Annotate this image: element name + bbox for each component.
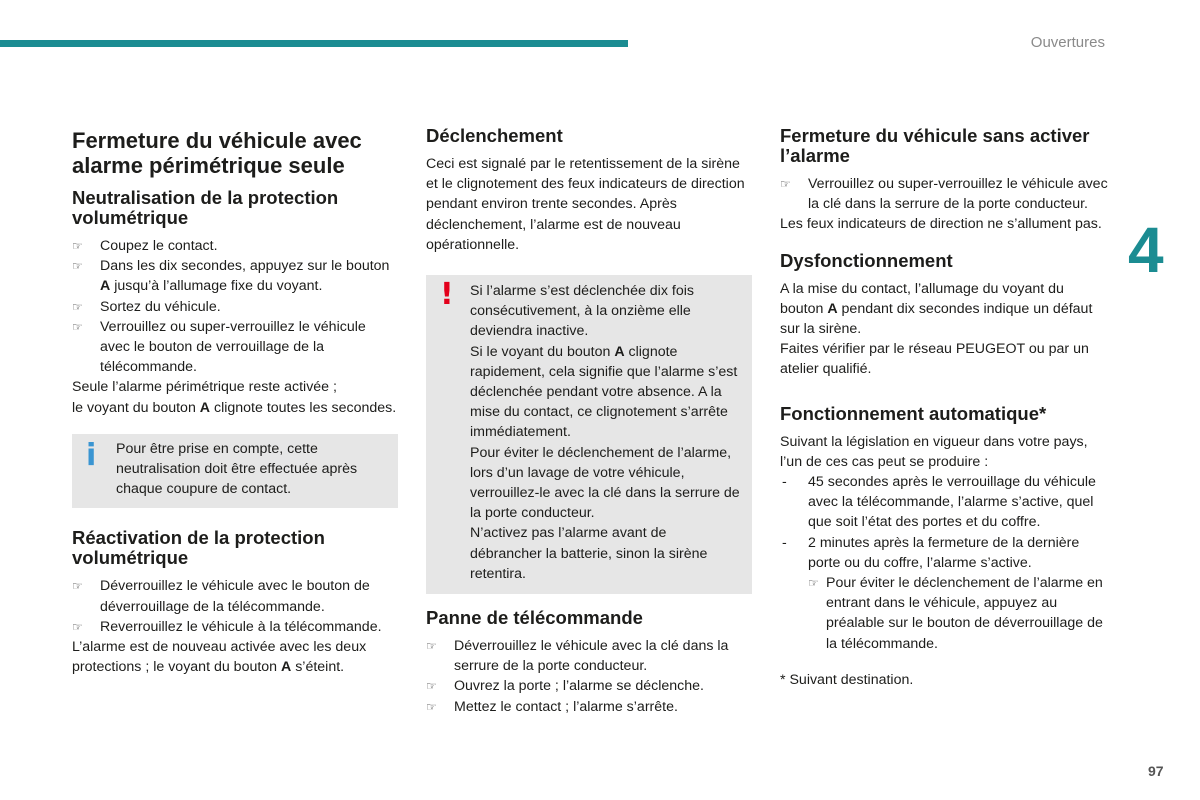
paragraph: Faites vérifier par le réseau PEUGEOT ou par un atelier qualifié. [780, 341, 1089, 378]
column-left [72, 126, 398, 677]
list-item: ☞ Sortez du véhicule. [72, 297, 398, 317]
hand-pointer-icon: ☞ [72, 619, 83, 634]
info-text: Pour être prise en compte, cette neutralisation doit être effectuée après chaque coupure de contact. [116, 440, 358, 498]
column-middle [426, 126, 752, 717]
list-item: ☞ Déverrouillez le véhicule avec le bouton de déverrouillage de la télécommande. [72, 578, 370, 615]
hand-pointer-icon: ☞ [426, 699, 437, 714]
automatic-cases [780, 472, 1110, 654]
list-item: ☞ Verrouillez ou super-verrouillez le véhicule avec le bouton de verrouillage de la télécommande. [72, 318, 366, 376]
list-item: ☞ Ouvrez la porte ; l’alarme se déclenche. [426, 676, 752, 696]
hand-pointer-icon: ☞ [72, 239, 83, 253]
paragraph: le voyant du bouton A clignote toutes les secondes. [72, 399, 397, 416]
heading-fermeture-sans-alarme: Fermeture du véhicule sans activer l’alarme [780, 125, 1090, 166]
heading-neutralisation: Neutralisation de la protection volumétrique [72, 187, 339, 228]
list-item: ☞ Mettez le contact ; l’alarme s’arrête. [426, 697, 752, 717]
section-title: Ouvertures [1030, 34, 1105, 51]
paragraph: L’alarme est de nouveau activée avec les deux protections ; le voyant du bouton A s’éteint. [72, 639, 367, 676]
dash-bullet: - [782, 474, 787, 491]
column-right [780, 126, 1110, 690]
hand-pointer-icon: ☞ [72, 299, 83, 314]
hand-pointer-icon: ☞ [780, 177, 791, 191]
heading-dysfonctionnement: Dysfonctionnement [780, 249, 953, 271]
warning-note [426, 275, 752, 594]
info-icon: i [86, 437, 97, 473]
hand-pointer-icon: ☞ [426, 679, 437, 694]
paragraph: Les feux indicateurs de direction ne s’allument pas. [780, 216, 1102, 233]
header-accent-bar [0, 40, 628, 47]
list-item: - 45 secondes après le verrouillage du véhicule avec la télécommande, l’alarme s’active, quel que soit l’état des portes et du coffre. [782, 474, 1096, 531]
neutralisation-steps [72, 236, 398, 377]
info-note [72, 434, 398, 509]
warning-text: Si le voyant du bouton A clignote rapidement, cela signifie que l’alarme s’est déclenchée pendant votre absence. A la mise du contact, ce clignotement s’arrête immédiatement. [470, 343, 738, 441]
panne-steps [426, 636, 752, 717]
paragraph: Seule l’alarme périmétrique reste activée ; [72, 379, 337, 396]
list-item: ☞ Déverrouillez le véhicule avec la clé dans la serrure de la porte conducteur. [426, 638, 729, 675]
warning-icon: ! [440, 277, 454, 313]
list-item: ☞ Coupez le contact. [72, 236, 398, 256]
hand-pointer-icon: ☞ [426, 639, 437, 654]
warning-text: N’activez pas l’alarme avant de débrancher la batterie, sinon la sirène retentira. [470, 525, 708, 582]
warning-text: Si l’alarme s’est déclenchée dix fois consécutivement, à la onzième elle deviendra inactive. [470, 283, 694, 340]
hand-pointer-icon: ☞ [72, 579, 83, 594]
reactivation-steps [72, 576, 398, 637]
page-number: 97 [1148, 763, 1164, 779]
fermeture-steps [780, 174, 1110, 214]
paragraph: Suivant la législation en vigueur dans votre pays, l’un de ces cas peut se produire : [780, 433, 1088, 470]
paragraph: Ceci est signalé par le retentissement de la sirène et le clignotement des feux indicateurs de direction pendant environ trente secondes. Après déclenchement, l’alarme est de nouveau opérationnelle. [426, 156, 745, 253]
list-item: - 2 minutes après la fermeture de la dernière porte ou du coffre, l’alarme s’active. ☞ Pour éviter le déclenchement de l’alarme en entrant dans le véhicule, appuyez au préalable sur le bouton de déverrouillage de la télécommande. [780, 533, 1110, 654]
list-item: ☞ Verrouillez ou super-verrouillez le véhicule avec la clé dans la serrure de la porte conducteur. [780, 176, 1108, 213]
hand-pointer-icon: ☞ [808, 576, 819, 591]
hand-pointer-icon: ☞ [72, 319, 83, 334]
main-title: Fermeture du véhicule avec alarme périmétrique seule [72, 128, 362, 178]
list-item: ☞ Reverrouillez le véhicule à la télécommande. [72, 617, 398, 637]
heading-panne-telecommande: Panne de télécommande [426, 607, 643, 629]
chapter-number: 4 [1128, 214, 1164, 286]
heading-declenchement: Déclenchement [426, 125, 563, 146]
warning-text: Pour éviter le déclenchement de l’alarme, lors d’un lavage de votre véhicule, verrouillez-le avec la clé dans la serrure de la porte conducteur. [470, 444, 740, 522]
paragraph: A la mise du contact, l’allumage du voyant du bouton A pendant dix secondes indique un défaut sur la sirène. [780, 280, 1093, 338]
hand-pointer-icon: ☞ [72, 259, 83, 274]
sub-list [808, 573, 1110, 654]
heading-fonctionnement-automatique: Fonctionnement automatique* [780, 402, 1047, 424]
list-item: ☞ Pour éviter le déclenchement de l’alarme en entrant dans le véhicule, appuyez au préalable sur le bouton de déverrouillage de la télécommande. [808, 575, 1103, 652]
footnote: * Suivant destination. [780, 671, 914, 688]
dash-bullet: - [782, 534, 787, 551]
list-item: ☞ Dans les dix secondes, appuyez sur le bouton A jusqu’à l’allumage fixe du voyant. [72, 258, 390, 295]
heading-reactivation: Réactivation de la protection volumétrique [72, 527, 325, 569]
